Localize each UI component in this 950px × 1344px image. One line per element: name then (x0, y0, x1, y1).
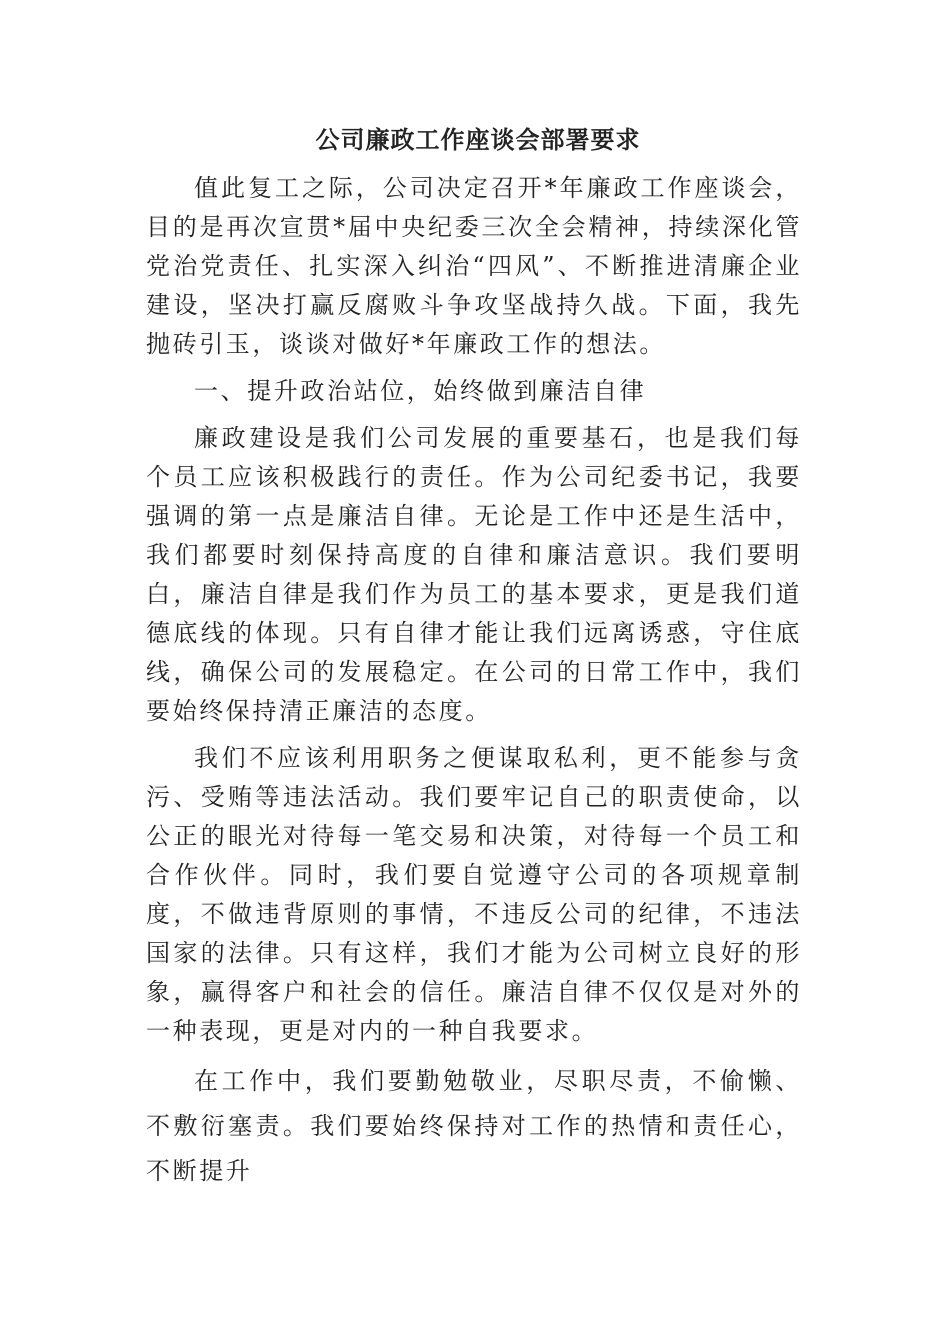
document-title: 公司廉政工作座谈会部署要求 (315, 125, 641, 154)
section-heading: 一、提升政治站位，始终做到廉洁自律 (194, 377, 647, 405)
body-paragraph: 在工作中，我们要勤勉敬业，尽职尽责，不偷懒、不敷衍塞责。我们要始终保持对工作的热情和责任心，不断提升 (146, 1067, 802, 1185)
body-paragraph: 我们不应该利用职务之便谋取私利，更不能参与贪污、受贿等违法活动。我们要牢记自己的职责使命，以公正的眼光对待每一笔交易和决策，对待每一个员工和合作伙伴。同时，我们要自觉遵守公司的各项规章制度，不做违背原则的事情，不违反公司的纪律，不违法国家的法律。只有这样，我们才能为公司树立良好的形象，赢得客户和社会的信任。廉洁自律不仅仅是对外的一种表现，更是对内的一种自我要求。 (146, 744, 802, 1045)
document-body (146, 118, 802, 1202)
intro-paragraph: 值此复工之际，公司决定召开*年廉政工作座谈会，目的是再次宣贯*届中央纪委三次全会精神，持续深化管党治党责任、扎实深入纠治“四风”、不断推进清廉企业建设，坚决打赢反腐败斗争攻坚战持久战。下面，我先抛砖引玉，谈谈对做好*年廉政工作的想法。 (146, 174, 802, 358)
body-paragraph: 廉政建设是我们公司发展的重要基石，也是我们每个员工应该积极践行的责任。作为公司纪委书记，我要强调的第一点是廉洁自律。无论是工作中还是生活中，我们都要时刻保持高度的自律和廉洁意识。我们要明白，廉洁自律是我们作为员工的基本要求，更是我们道德底线的体现。只有自律才能让我们远离诱惑，守住底线，确保公司的发展稳定。在公司的日常工作中，我们要始终保持清正廉洁的态度。 (146, 424, 802, 725)
